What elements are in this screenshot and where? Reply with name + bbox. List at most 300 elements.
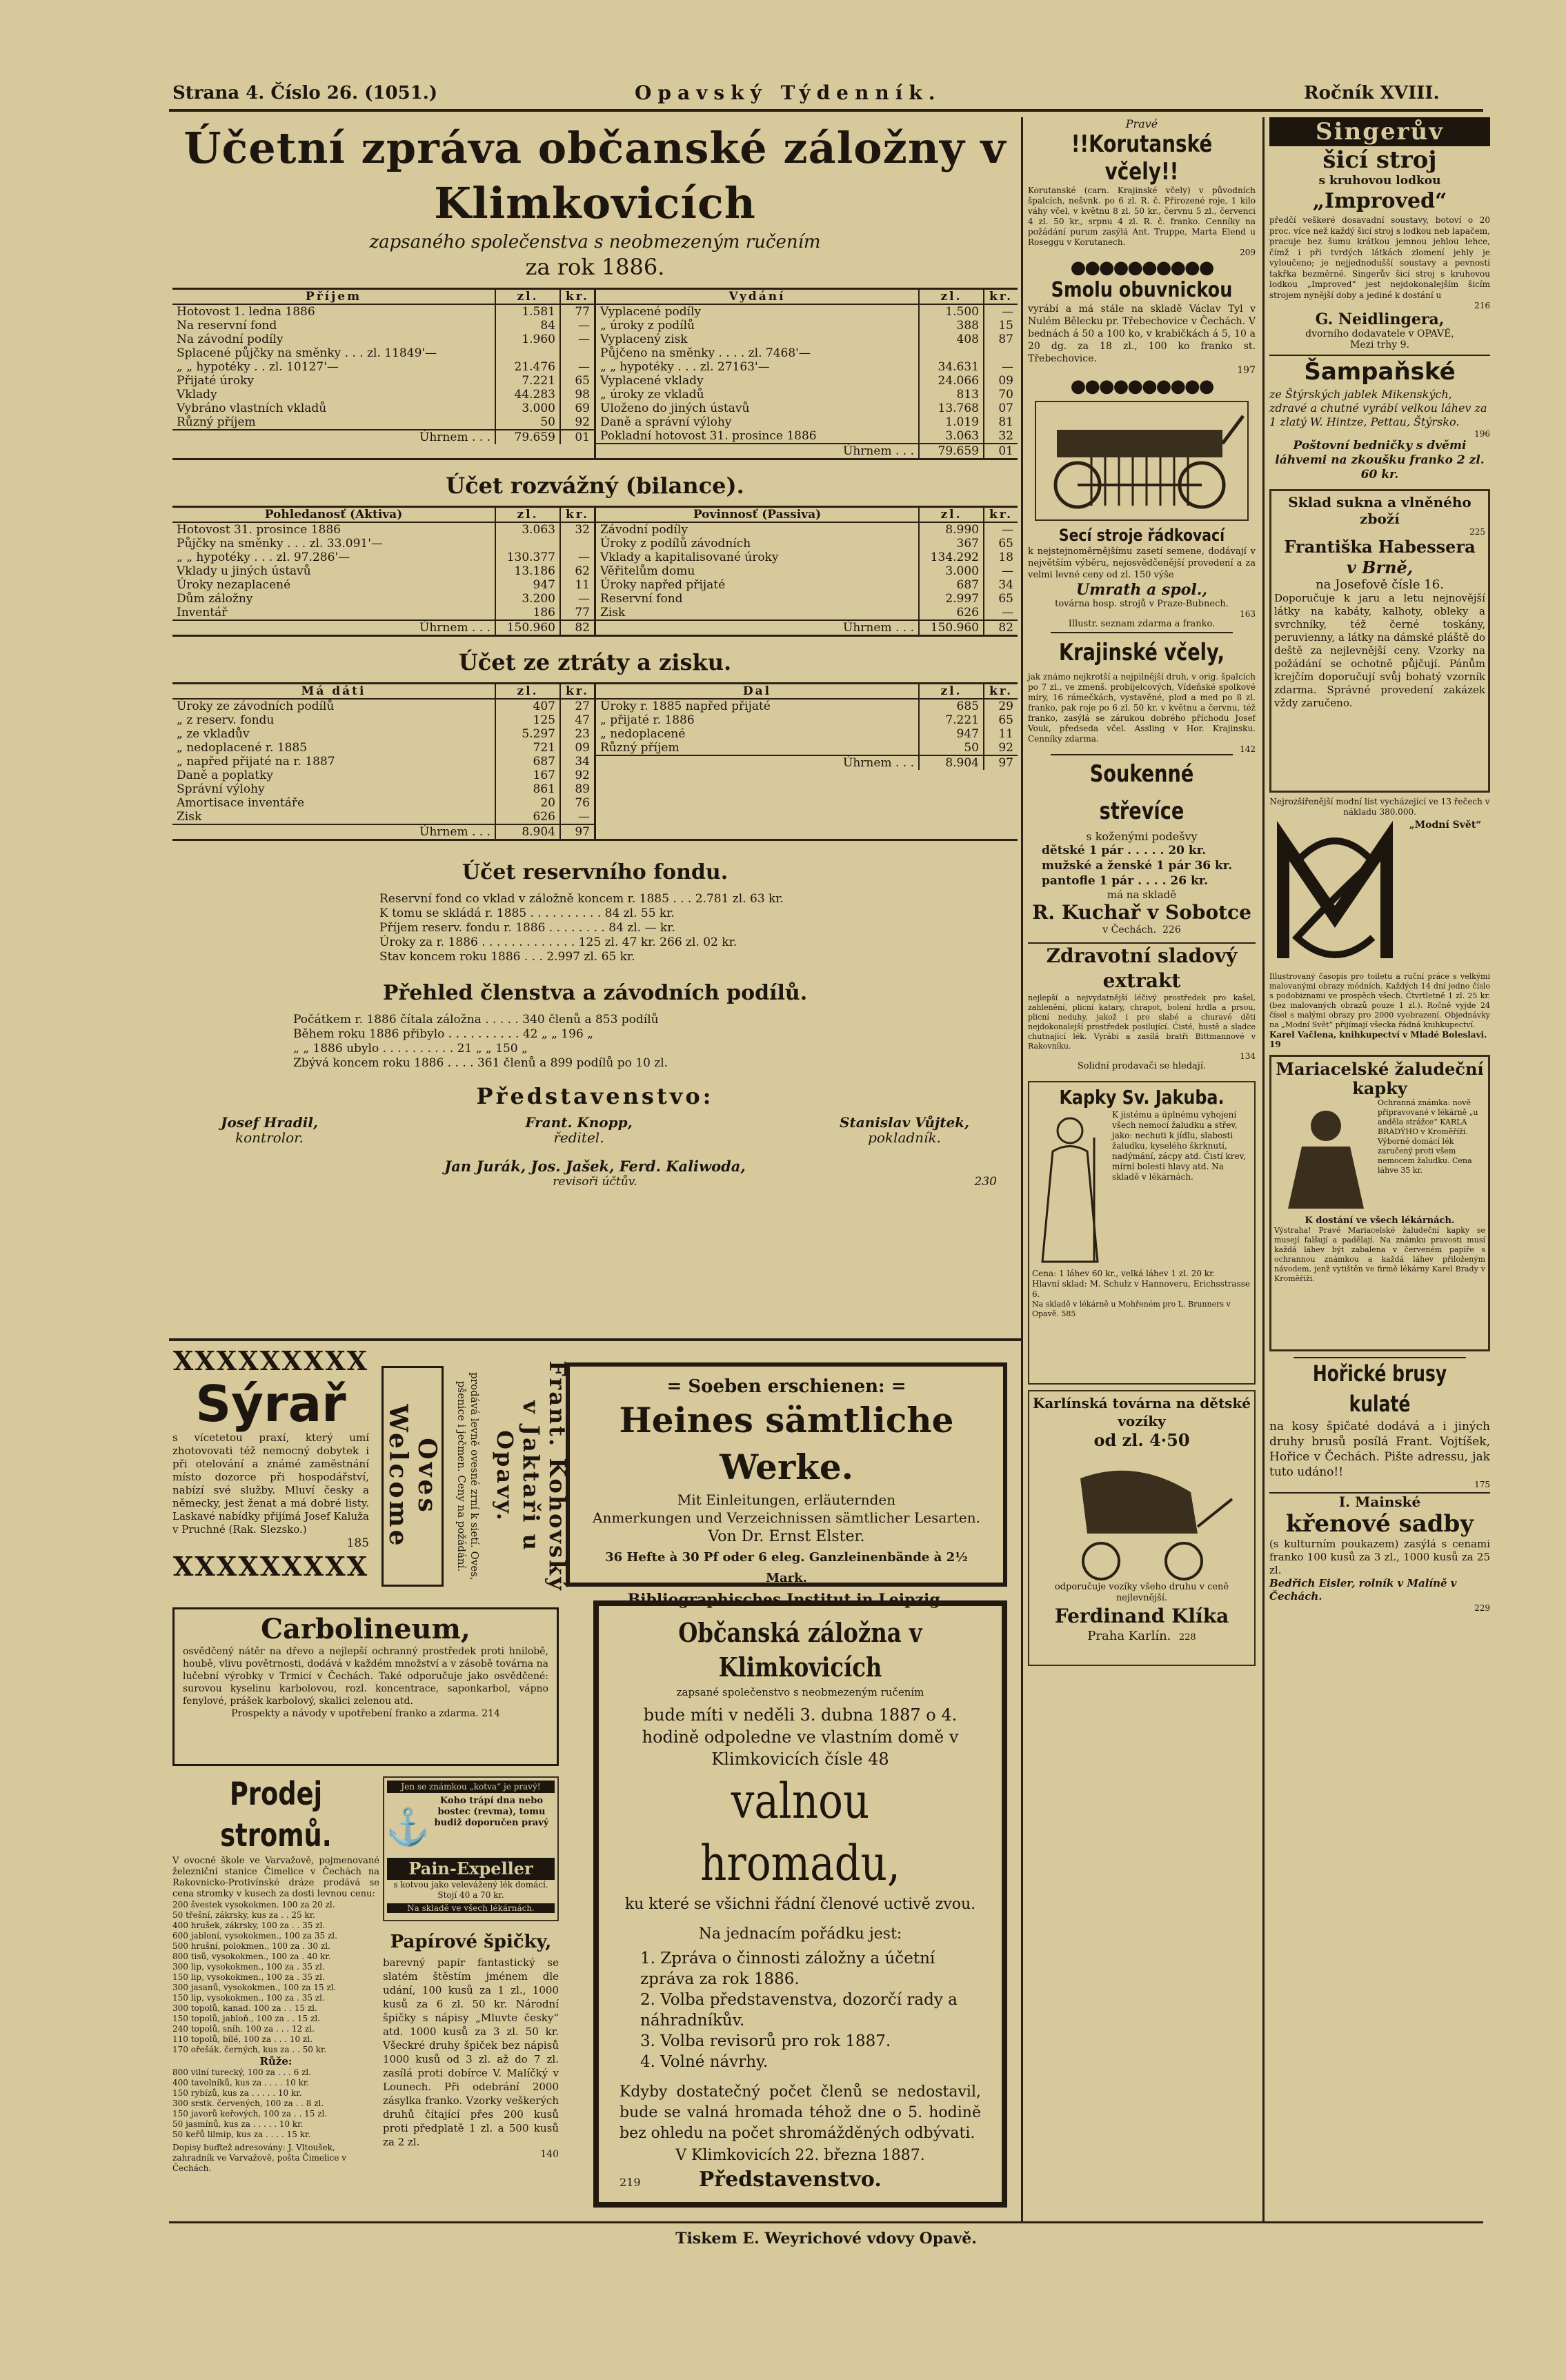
- total-zl: 79.659: [495, 430, 560, 444]
- table-row: [596, 741, 1018, 755]
- total-row: [596, 755, 1018, 770]
- row-label: Hotovost 31. prosince 1886: [177, 523, 341, 537]
- sampanske-body: ze Štýrských jablek Mikenských, zdravé a chutné vyrábí velkou láhev za 1 zlatý W. Hintze, Pettau, Štýrsko.: [1269, 388, 1487, 428]
- ad-body: osvědčený nátěr na dřevo a nejlepší ochranný prostředek proti hnilobě, houbě, vlivu povětrnosti, dodává v každém množství a v zásobě továrna na lučební výrobky v Trmicí v Čechách. Také odporučuje jako osvědčené: surovou kyselinu karbolovou, rozl. koncentrace, saponkarbol, vápno fenylové, prášek karbolový, skalici zelenou atd.: [183, 1646, 548, 1707]
- ad-title: Sýrař: [195, 1375, 346, 1433]
- report-title: Účetní zpráva občanské záložny v Klimkovicích: [184, 123, 1007, 228]
- table-row: [172, 782, 594, 796]
- kocarky-foot: odporučuje vozíky všeho druhu v ceně nejlevnější.: [1054, 1582, 1229, 1603]
- total-label: Úhrnem . . .: [843, 621, 914, 635]
- row-zl: 84: [495, 319, 560, 333]
- list-item: mužské a ženské 1 pár 36 kr.: [1042, 859, 1233, 873]
- table-row: [172, 304, 594, 319]
- row-zl: [495, 346, 560, 360]
- table-row: [172, 796, 594, 810]
- total-label: Úhrnem . . .: [843, 444, 914, 458]
- row-label: „ „ hypotéky . . . zl. 27163'—: [600, 360, 770, 374]
- list-item: 300 jasanů, vysokokmen., 100 za 15 zl.: [172, 1983, 337, 1992]
- brusy-title: Hořické brusy kulaté: [1294, 1357, 1466, 1419]
- list-item: 240 topolů, sníh. 100 za . . . 12 zl.: [172, 2024, 315, 2034]
- table-row: [172, 333, 594, 346]
- row-zl: 1.019: [919, 415, 984, 429]
- column-divider: [1021, 117, 1023, 2221]
- ad-kohovsky: [376, 1352, 576, 1600]
- ad-number: 175: [1474, 1480, 1490, 1489]
- row-label: „ úroky z podílů: [600, 319, 695, 333]
- ad-title: Heines sämtliche Werke.: [619, 1400, 954, 1487]
- kapky-sklad: Hlavní sklad: M. Schulz v Hannoveru, Erichsstrasse 6.: [1032, 1279, 1250, 1299]
- row-kr: —: [984, 606, 1018, 620]
- row-label: Úroky z podílů závodních: [600, 537, 751, 551]
- row-kr: 65: [984, 537, 1018, 551]
- anchor-icon: ⚓: [385, 1806, 430, 1848]
- ad-top: Jen se známkou „kotva“ je pravý!: [387, 1781, 555, 1793]
- zdrav-body: nejlepší a nejvydatnější léčivý prostředek pro kašel, zahlenění, plicní katary, chrapot, bolení hrdla a prsou, plicní neduhy, jakož i pro slabé a churavé děti nejdokonalejší prostředek posilující. Čisté, hustě a sladce chutnající lék. Vyrábí a zasílá bratři Bittmannové v Rakovníku.: [1028, 993, 1256, 1051]
- zl-heading: zl.: [495, 290, 560, 304]
- table-row: [172, 606, 594, 620]
- credit-table: [596, 684, 1018, 839]
- ad-title: Papírové špičky,: [390, 1932, 552, 1952]
- table-row: [172, 699, 594, 713]
- row-kr: —: [984, 304, 1018, 319]
- ad-number: 142: [1240, 744, 1256, 754]
- volume: Ročník XVIII.: [1304, 83, 1440, 103]
- board-member-name: Stanislav Vůjtek,: [840, 1114, 969, 1131]
- table-row: [172, 522, 594, 537]
- table-row: [596, 551, 1018, 564]
- ad-title: Občanská záložna v Klimkovicích: [678, 1617, 922, 1683]
- kocarky-title: Karlínská továrna na dětské vozíky: [1032, 1395, 1251, 1429]
- ad-mariacelske: [1269, 1055, 1490, 1351]
- page-number: Strana 4. Číslo 26. (1051.): [172, 83, 438, 103]
- row-label: Hotovost 1. ledna 1886: [177, 305, 315, 319]
- row-zl: 7.221: [495, 374, 560, 388]
- zl-heading: zl.: [495, 508, 560, 522]
- table-row: [172, 401, 594, 415]
- row-zl: 947: [919, 727, 984, 741]
- ad-sukna: [1269, 489, 1490, 793]
- ad-kapky: [1028, 1081, 1256, 1385]
- row-zl: 626: [495, 810, 560, 824]
- table-row: [596, 578, 1018, 592]
- kocarky-firm: Ferdinand Klíka: [1054, 1605, 1229, 1627]
- table-row: [172, 319, 594, 333]
- pl-account: [172, 682, 1018, 841]
- table-row: [596, 429, 1018, 444]
- table-row: [172, 346, 594, 360]
- kapky-body: K jistému a úplnému vyhojení všech nemocí žaludku a střev, jako: nechuti k jídlu, slabosti žaludku, kyselého škrknutí, nadýmání, zácpy atd. Čistí krev, mírní bolesti hlavy atd. Na skladě v lékárnách.: [1112, 1110, 1246, 1182]
- row-kr: —: [560, 333, 594, 346]
- table-row: [172, 810, 594, 824]
- ad-number: 209: [1240, 248, 1256, 257]
- ad-line: Bibliographisches Institut in Leipzig.: [627, 1591, 946, 1609]
- report: [172, 121, 1018, 1335]
- list-item: 110 topolů, bílé, 100 za . . . 10 zl.: [172, 2034, 313, 2044]
- singer-name: „Improved“: [1312, 189, 1447, 213]
- roses-list: [172, 2067, 379, 2140]
- row-zl: 407: [495, 699, 560, 713]
- row-zl: 687: [919, 578, 984, 592]
- total-label: Úhrnem . . .: [419, 825, 490, 839]
- ad-number: 134: [1240, 1051, 1256, 1061]
- row-zl: 21.476: [495, 360, 560, 374]
- ad-foot: Na skladě ve všech lékárnách.: [387, 1903, 555, 1913]
- table-row: [596, 537, 1018, 551]
- total-zl: 150.960: [919, 620, 984, 635]
- total-kr: 82: [560, 620, 594, 635]
- ad-number: 163: [1240, 609, 1256, 619]
- liabilities-heading: Povinnosť (Passiva): [596, 508, 919, 522]
- kocarky-from: od zl. 4·50: [1093, 1430, 1190, 1450]
- row-label: Zisk: [177, 810, 202, 824]
- ad-number: 140: [540, 2149, 559, 2160]
- row-label: Různý příjem: [600, 741, 680, 755]
- ad-body: V ovocné škole ve Varvažově, pojmenované železniční stanice Čimelice v Čechách na Rakovnicko-Protivínské dráze prodává se cena stromky v kusech za dosti levnou cenu:: [172, 1856, 379, 1899]
- row-zl: 50: [495, 415, 560, 430]
- row-kr: 65: [560, 374, 594, 388]
- list-item: 50 jasmínů, kus za . . . . . 10 kr.: [172, 2119, 304, 2129]
- row-zl: [495, 537, 560, 551]
- ad-kocarky: [1028, 1390, 1256, 1666]
- row-zl: 626: [919, 606, 984, 620]
- row-kr: 34: [984, 578, 1018, 592]
- debit-table: [172, 684, 596, 839]
- table-row: [596, 592, 1018, 606]
- row-label: Vyplacené podíly: [600, 305, 702, 319]
- saint-figure-icon: [1032, 1110, 1108, 1269]
- row-zl: 721: [495, 741, 560, 755]
- row-kr: 11: [560, 578, 594, 592]
- ad-box-text: Koho trápí dna nebo bostec (revma), tomu budiž doporučen pravý: [434, 1796, 549, 1828]
- list-item: 600 jabloní, vysokokmen., 100 za 35 zl.: [172, 1931, 337, 1941]
- total-zl: 79.659: [919, 444, 984, 458]
- board: [172, 1115, 1018, 1145]
- order-list: [620, 1948, 981, 2072]
- board-member-role: pokladník.: [868, 1129, 941, 1146]
- list-item: 300 topolů, kanad. 100 za . . 15 zl.: [172, 2003, 317, 2013]
- row-kr: —: [560, 551, 594, 564]
- total-row: [172, 824, 594, 839]
- ad-carbolineum: [172, 1607, 559, 1766]
- row-label: Vyplacené vklady: [600, 374, 704, 388]
- row-kr: 09: [560, 741, 594, 755]
- ad-line: Mit Einleitungen, erläuternden: [677, 1491, 896, 1508]
- board-member-role: ředitel.: [553, 1129, 604, 1146]
- list-item: 800 tisů, vysokokmen., 100 za . 40 kr.: [172, 1952, 331, 1961]
- singer-firm2: dvorního dodavatele v OPAVĚ,: [1305, 328, 1454, 339]
- column-4: [1269, 117, 1490, 2221]
- list-item: 400 tavolníků, kus za . . . . 10 kr.: [172, 2078, 310, 2088]
- soukenne-title: Soukenné střevíce: [1051, 754, 1233, 830]
- ornament-icon: ●●●●●●●●●●: [1070, 257, 1213, 278]
- total-kr: 01: [560, 430, 594, 444]
- row-zl: 685: [919, 699, 984, 713]
- row-label: Úroky ze závodních podílů: [177, 700, 335, 713]
- table-row: [596, 346, 1018, 360]
- row-label: „ ze vkladův: [177, 727, 250, 741]
- total-kr: 97: [984, 755, 1018, 770]
- board-member-name: Josef Hradil,: [221, 1114, 318, 1131]
- roses-title: Růže:: [259, 2055, 293, 2067]
- ad-number: 229: [1474, 1603, 1490, 1613]
- sampanske-foot: Poštovní bedničky s dvěmi láhvemi na zkoušku franko 2 zl. 60 kr.: [1275, 439, 1485, 482]
- row-kr: —: [984, 564, 1018, 578]
- ad-stars: XXXXXXXXX: [172, 1551, 369, 1582]
- singer-firm: G. Neidlingera,: [1315, 310, 1445, 328]
- row-zl: 125: [495, 713, 560, 727]
- report-subtitle: zapsaného společenstva s neobmezeným ručením: [369, 232, 821, 252]
- row-zl: 7.221: [919, 713, 984, 727]
- table-row: [172, 415, 594, 430]
- row-kr: —: [984, 360, 1018, 374]
- row-label: „ z reserv. fondu: [177, 713, 275, 727]
- sukna-city: v Brně,: [1346, 557, 1414, 577]
- row-zl: 1.500: [919, 304, 984, 319]
- ad-p2: ku které se všichni řádní členové uctivě zvou.: [624, 1896, 976, 1913]
- moda-title: „Modní Svět“: [1409, 820, 1482, 831]
- header-rule: [169, 109, 1483, 112]
- total-kr: 82: [984, 620, 1018, 635]
- list-item: Počátkem r. 1886 čítala záložna . . . . . 340 členů a 853 podílů: [293, 1013, 659, 1027]
- members-title: Přehled členstva a závodních podílů.: [382, 981, 808, 1005]
- fund-title: Účet reservního fondu.: [462, 860, 729, 884]
- newspaper-title: Opavský Týdenník.: [635, 81, 942, 104]
- kraj-body: jak známo nejkrotší a nejpilnější druh, v orig. špalcích po 7 zl., ve zmenš. probíjelcových, Vídeňské spolkové míry, 16 rámečkách, vystavěné, plod a med po 8 zl. franko, pak roje po 6 zl. 50 kr. v květnu a červnu, též franko, zasýlá se zárukou dobrého příchodu Josef Vouk, předseda včel. Assling v Hor. Krajinsku. Cenníky zdarma.: [1028, 672, 1256, 744]
- zl-heading: zl.: [495, 684, 560, 699]
- row-zl: 3.000: [495, 401, 560, 415]
- total-row: [172, 620, 594, 635]
- ad-stars: XXXXXXXXX: [172, 1345, 369, 1376]
- list-item: 50 třešní, zákrsky, kus za . . 25 kr.: [172, 1910, 315, 1920]
- row-zl: 2.997: [919, 592, 984, 606]
- table-row: [596, 415, 1018, 429]
- row-kr: 32: [984, 429, 1018, 444]
- row-kr: 92: [560, 768, 594, 782]
- list-item: 150 lip, vysokokmen., 100 za . 35 zl.: [172, 1993, 325, 2003]
- table-row: [172, 768, 594, 782]
- row-label: Na závodní podíly: [177, 333, 284, 346]
- table-row: [596, 606, 1018, 620]
- sadby-body: (s kulturním poukazem) zasýlá s cenami franko 100 kusů za 3 zl., 1000 kusů za 25 zl.: [1269, 1538, 1490, 1576]
- mariacelske-firm: K dostání ve všech lékárnách.: [1305, 1216, 1455, 1226]
- soukenne-city: v Čechách. 226: [1102, 924, 1181, 935]
- total-zl: 8.904: [495, 824, 560, 839]
- row-kr: 18: [984, 551, 1018, 564]
- total-zl: 8.904: [919, 755, 984, 770]
- row-kr: 98: [560, 388, 594, 401]
- row-zl: 367: [919, 537, 984, 551]
- row-kr: 77: [560, 304, 594, 319]
- ad-number: 230: [974, 1175, 997, 1189]
- list-item: Reservní fond co vklad v záložně koncem r. 1885 . . . 2.781 zl. 63 kr.: [379, 892, 784, 906]
- row-zl: 408: [919, 333, 984, 346]
- kr-heading: kr.: [984, 290, 1018, 304]
- board-title: Představenstvo:: [476, 1083, 714, 1109]
- vertical-name: Frant. Kohovský v Jaktaři u Opavy.: [492, 1360, 571, 1592]
- row-label: „ „ hypotéky . . zl. 10127'—: [177, 360, 339, 374]
- kocarky-city: Praha Karlín. 228: [1087, 1629, 1196, 1643]
- smolu-body: vyrábí a má stále na skladě Václav Tyl v Nulém Bělecku pr. Třebechovice v Čechách. V bednách á 50 a 100 ko, v krabičkách á 5, 10 a 20 dg. za 18 zl., 100 ko franko st. Třebechovice.: [1028, 304, 1256, 364]
- list-item: dětské 1 pár . . . . . 20 kr.: [1042, 844, 1207, 857]
- korutanske-body: Korutanské (carn. Krajinské včely) v původních špalcích, nešvnk. po 6 zl. R. č. Přirozené roje, 1 kilo váhy včel, v květnu 8 zl. 50 kr., červnu 5 zl., červenci 4 zl. 50 kr., srpnu 4 zl. R. č. franko. Cenníky na požádání purum zasýlá Ant. Truppe, Marta Elend u Roseggu v Korutanech.: [1028, 186, 1256, 247]
- row-label: Inventář: [177, 606, 228, 619]
- table-row: [172, 741, 594, 755]
- row-zl: 3.063: [495, 522, 560, 537]
- sadby-firm: Bedřich Eisler, rolník v Malíně v Čechách.: [1269, 1577, 1457, 1603]
- row-label: „ napřed přijaté na r. 1887: [177, 755, 335, 768]
- kr-heading: kr.: [560, 290, 594, 304]
- sukna-title: Sklad sukna a vlněného zboží: [1288, 494, 1471, 527]
- mariacelske-title: Mariacelské žaludeční kapky: [1276, 1059, 1484, 1098]
- vertical-title: Oves Welcome: [381, 1366, 444, 1587]
- row-kr: 27: [560, 699, 594, 713]
- row-kr: 15: [984, 319, 1018, 333]
- ad-foot: Prospekty a návody v upotřebení franko a zdarma. 214: [231, 1708, 500, 1719]
- table-row: [172, 564, 594, 578]
- expense-table: [596, 290, 1018, 458]
- sadby-title: křenové sadby: [1285, 1510, 1474, 1538]
- column-3: [1028, 117, 1256, 2221]
- table-row: [172, 360, 594, 374]
- ad-number: 185: [346, 1536, 369, 1550]
- balance-account: [172, 506, 1018, 637]
- report-bottom-rule: [169, 1338, 1021, 1341]
- ad-stromy: [172, 1773, 379, 2214]
- row-kr: —: [560, 360, 594, 374]
- ad-p3: Kdyby dostatečný počet členů se nedostavil, bude se valná hromada téhož dne o 5. hodině bez ohledu na počet shromážděných odbývati.: [620, 2083, 981, 2142]
- madonna-icon: [1274, 1098, 1378, 1216]
- footer-rule: [169, 2221, 1483, 2223]
- footer-printer: Tiskem E. Weyrichové vdovy Opavě.: [675, 2230, 977, 2248]
- expense-heading: Vydání: [596, 290, 919, 304]
- row-zl: 1.960: [495, 333, 560, 346]
- row-zl: 34.631: [919, 360, 984, 374]
- kapky-foot: Na skladě v lékárně u Mohřeném pro L. Brunners v Opavě. 585: [1032, 1300, 1231, 1318]
- table-row: [596, 304, 1018, 319]
- row-label: Vklady: [177, 388, 217, 401]
- row-kr: 62: [560, 564, 594, 578]
- singer-title: Singerův: [1269, 117, 1490, 146]
- row-label: Různý příjem: [177, 415, 256, 429]
- ad-sign: Představenstvo.: [698, 2168, 882, 2192]
- vertical-body: prodává levně ovesné zrní k sietí. Oves, pšenice i ječmen. Ceny na požádání.: [455, 1372, 481, 1580]
- pl-title: Účet ze ztráty a zisku.: [458, 649, 732, 675]
- list-item: 150 topolů, jabloň., 100 za . . 15 zl.: [172, 2014, 320, 2023]
- row-kr: 89: [560, 782, 594, 796]
- row-zl: 388: [919, 319, 984, 333]
- table-row: [596, 564, 1018, 578]
- table-row: [172, 537, 594, 551]
- report-year: za rok 1886.: [525, 254, 665, 280]
- ad-top: = Soeben erschienen: =: [666, 1376, 906, 1397]
- row-kr: 32: [560, 522, 594, 537]
- list-item: Zbývá koncem roku 1886 . . . . 361 členů a 899 podílů po 10 zl.: [293, 1056, 668, 1070]
- total-row: [596, 444, 1018, 458]
- seci-body: k nejstejnoměrnějšímu zasetí semene, dodávají v největším výběru, nejosvědčenější provedení a za velmi levné ceny od zl. 150 výše: [1028, 546, 1256, 580]
- soukenne-sub: s koženými podešvy: [1086, 830, 1198, 843]
- soukenne-mid: má na skladě: [1107, 889, 1177, 901]
- row-label: Pokladní hotovost 31. prosince 1886: [600, 429, 817, 443]
- list-item: pantofle 1 pár . . . . 26 kr.: [1042, 874, 1209, 888]
- auditors-names: Jan Jurák, Jos. Jašek, Ferd. Kaliwoda,: [444, 1158, 746, 1175]
- row-kr: 87: [984, 333, 1018, 346]
- sukna-addr: na Josefově čísle 16.: [1316, 577, 1444, 592]
- board-member-role: kontrolor.: [235, 1129, 304, 1146]
- moda-body: Illustrovaný časopis pro toiletu a ruční práce s velkými malovanými obrazy módních. Každých 14 dní jedno číslo s podobiznami ve prospěch všech. Čtvrtletně 1 zl. 25 kr. (bez malovaných obrazů pouze 1 zl.). Ročně vyjde 24 čísel s malými obrazy pro 2000 vyobrazení. Objednávky na „Modní Svět“ přijímají všecka řádná knihkupectví.: [1269, 972, 1490, 1029]
- singer-sub2: s kruhovou lodkou: [1318, 174, 1441, 188]
- list-item: 2. Volba představenstva, dozorčí rady a náhradníkův.: [640, 1991, 958, 2030]
- row-zl: 5.297: [495, 727, 560, 741]
- balance-title: Účet rozvážný (bilance).: [446, 473, 744, 499]
- table-row: [596, 522, 1018, 537]
- row-label: Amortisace inventáře: [177, 796, 305, 810]
- ad-number: 196: [1474, 429, 1490, 439]
- kr-heading: kr.: [560, 684, 594, 699]
- auditors-role: revisoři účtův. 230: [553, 1175, 997, 1189]
- table-row: [172, 374, 594, 388]
- ad-line: 36 Hefte à 30 Pf oder 6 eleg. Ganzleinenbände à 2½ Mark.: [605, 1550, 968, 1585]
- row-zl: 130.377: [495, 551, 560, 564]
- moda-firm: Karel Vačlena, knihkupectví v Mladé Boleslavi. 19: [1269, 1030, 1487, 1049]
- row-kr: —: [560, 810, 594, 824]
- row-kr: 92: [560, 415, 594, 430]
- list-item: „ „ 1886 ubylo . . . . . . . . . . 21 „ „ 150 „: [293, 1042, 528, 1055]
- row-kr: 29: [984, 699, 1018, 713]
- row-kr: 77: [560, 606, 594, 620]
- brusy-body: na kosy špičaté dodává a i jiných druhy brusů posílá Frant. Vojtíšek, Hořice v Čechách. Pište adressu, jak tuto udáno!!: [1269, 1420, 1490, 1479]
- ad-date: V Klimkovicích 22. března 1887.: [675, 2147, 925, 2164]
- row-label: Půjčeno na směnky . . . . zl. 7468'—: [600, 346, 811, 360]
- total-kr: 01: [984, 444, 1018, 458]
- row-kr: 81: [984, 415, 1018, 429]
- row-zl: 813: [919, 388, 984, 401]
- ad-syrar: [172, 1345, 369, 1600]
- row-label: Přijaté úroky: [177, 374, 254, 388]
- ad-small: s kotvou jako velevážený lék domácí. Stojí 40 a 70 kr.: [393, 1880, 548, 1900]
- members-lines: [293, 1013, 1018, 1071]
- row-zl: 947: [495, 578, 560, 592]
- tree-list: [172, 1900, 379, 2055]
- row-zl: 13.768: [919, 401, 984, 415]
- ad-number: 216: [1474, 301, 1490, 310]
- table-row: [172, 388, 594, 401]
- korutanske-title: !!Korutanské včely!!: [1071, 130, 1213, 186]
- sadby-pre: I. Mainské: [1269, 1492, 1490, 1510]
- debit-heading: Má dáti: [172, 684, 495, 699]
- list-item: 50 keřů lilmip, kus za . . . . 15 kr.: [172, 2130, 311, 2139]
- list-item: 150 rybízů, kus za . . . . . 10 kr.: [172, 2088, 302, 2098]
- list-item: Příjem reserv. fondu r. 1886 . . . . . . . . 84 zl. — kr.: [379, 921, 675, 935]
- row-label: Úroky r. 1885 napřed přijaté: [600, 700, 771, 713]
- ad-line: Von Dr. Ernst Elster.: [708, 1528, 865, 1545]
- ad-valna-hromada: [593, 1600, 1007, 2208]
- row-label: Vyplacený zisk: [600, 333, 688, 346]
- row-kr: 07: [984, 401, 1018, 415]
- total-kr: 97: [560, 824, 594, 839]
- ad-title: Carbolineum,: [261, 1613, 470, 1645]
- row-label: Závodní podíly: [600, 523, 688, 537]
- cash-account: [172, 288, 1018, 460]
- row-zl: 3.200: [495, 592, 560, 606]
- list-item: Během roku 1886 přibylo . . . . . . . . . . 42 „ „ 196 „: [293, 1027, 593, 1041]
- smolu-title: Smolu obuvnickou: [1051, 278, 1233, 302]
- table-row: [172, 551, 594, 564]
- ad-body: barevný papír fantastický se slatém štěstím jménem dle udání, 100 kusů za 1 zl., 1000 kusů za 6 zl. 50 kr. Národní špičky s nápisy „Mluvte česky“ atd. 1000 kusů za 3 zl. 50 kr. Všeckré druhy špiček bez nápisů 1000 kusů od 3 zl. až do 7 zl. zasílá proti dobírce V. Malíčký v Lounech. Při odebrání 2000 zásylka franko. Vzorky veškerých druhů čítající přes 200 kusů proti předplatě 1 zl. a 500 kusů za 2 zl.: [383, 1956, 559, 2148]
- income-heading: Příjem: [172, 290, 495, 304]
- list-item: 400 hrušek, zákrsky, 100 za . . 35 zl.: [172, 1921, 326, 1930]
- table-row: [172, 755, 594, 768]
- moda-top: Nejrozšířenější modní list vycházející ve 13 řečech v nákladu 380.000.: [1269, 797, 1490, 817]
